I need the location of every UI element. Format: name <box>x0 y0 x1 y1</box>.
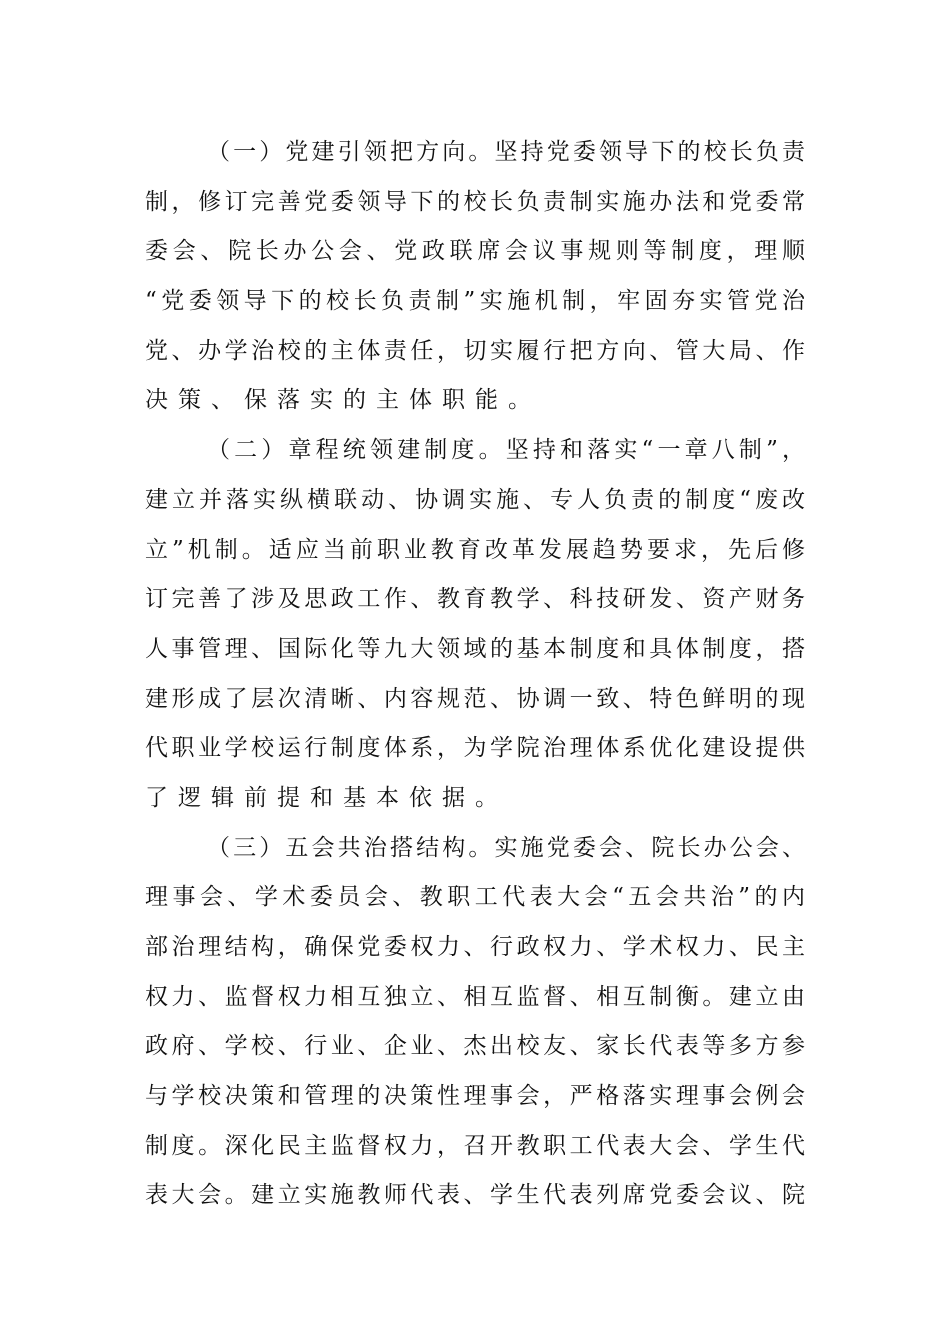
paragraph-party-leadership <box>145 128 807 426</box>
text-line: 决策、保落实的主体职能。 <box>145 387 541 414</box>
document-page <box>145 128 807 1221</box>
text-line: 订完善了涉及思政工作、教育教学、科技研发、资产财务 <box>145 586 807 613</box>
text-line: （二）章程统领建制度。坚持和落实“一章八制”， <box>207 437 807 464</box>
text-line: 部治理结构，确保党委权力、行政权力、学术权力、民主 <box>145 934 807 960</box>
text-line: 制度。深化民主监督权力，召开教职工代表大会、学生代 <box>145 1132 807 1159</box>
text-line: 与学校决策和管理的决策性理事会，严格落实理事会例会 <box>145 1083 807 1110</box>
text-line: （三）五会共治搭结构。实施党委会、院长办公会、 <box>207 834 807 861</box>
text-line: 表大会。建立实施教师代表、学生代表列席党委会议、院 <box>145 1182 807 1209</box>
text-line: （一）党建引领把方向。坚持党委领导下的校长负责 <box>207 139 807 165</box>
paragraph-charter-system <box>145 426 807 824</box>
text-line: 了逻辑前提和基本依据。 <box>145 784 508 811</box>
text-line: 理事会、学术委员会、教职工代表大会“五会共治”的内 <box>145 884 807 911</box>
text-line: 立”机制。适应当前职业教育改革发展趋势要求，先后修 <box>145 536 807 563</box>
text-line: 委会、院长办公会、党政联席会议事规则等制度，理顺 <box>145 238 807 265</box>
text-line: 权力、监督权力相互独立、相互监督、相互制衡。建立由 <box>145 983 807 1010</box>
text-line: 制，修订完善党委领导下的校长负责制实施办法和党委常 <box>145 188 807 215</box>
text-line: 政府、学校、行业、企业、杰出校友、家长代表等多方参 <box>145 1033 807 1060</box>
text-line: 建立并落实纵横联动、协调实施、专人负责的制度“废改 <box>145 486 807 513</box>
text-line: 代职业学校运行制度体系，为学院治理体系优化建设提供 <box>145 735 807 762</box>
text-line: 党、办学治校的主体责任，切实履行把方向、管大局、作 <box>145 337 807 364</box>
paragraph-five-councils <box>145 824 807 1222</box>
text-line: 建形成了层次清晰、内容规范、协调一致、特色鲜明的现 <box>145 685 807 712</box>
text-line: 人事管理、国际化等九大领域的基本制度和具体制度，搭 <box>145 635 807 662</box>
text-line: “党委领导下的校长负责制”实施机制，牢固夯实管党治 <box>145 288 807 315</box>
